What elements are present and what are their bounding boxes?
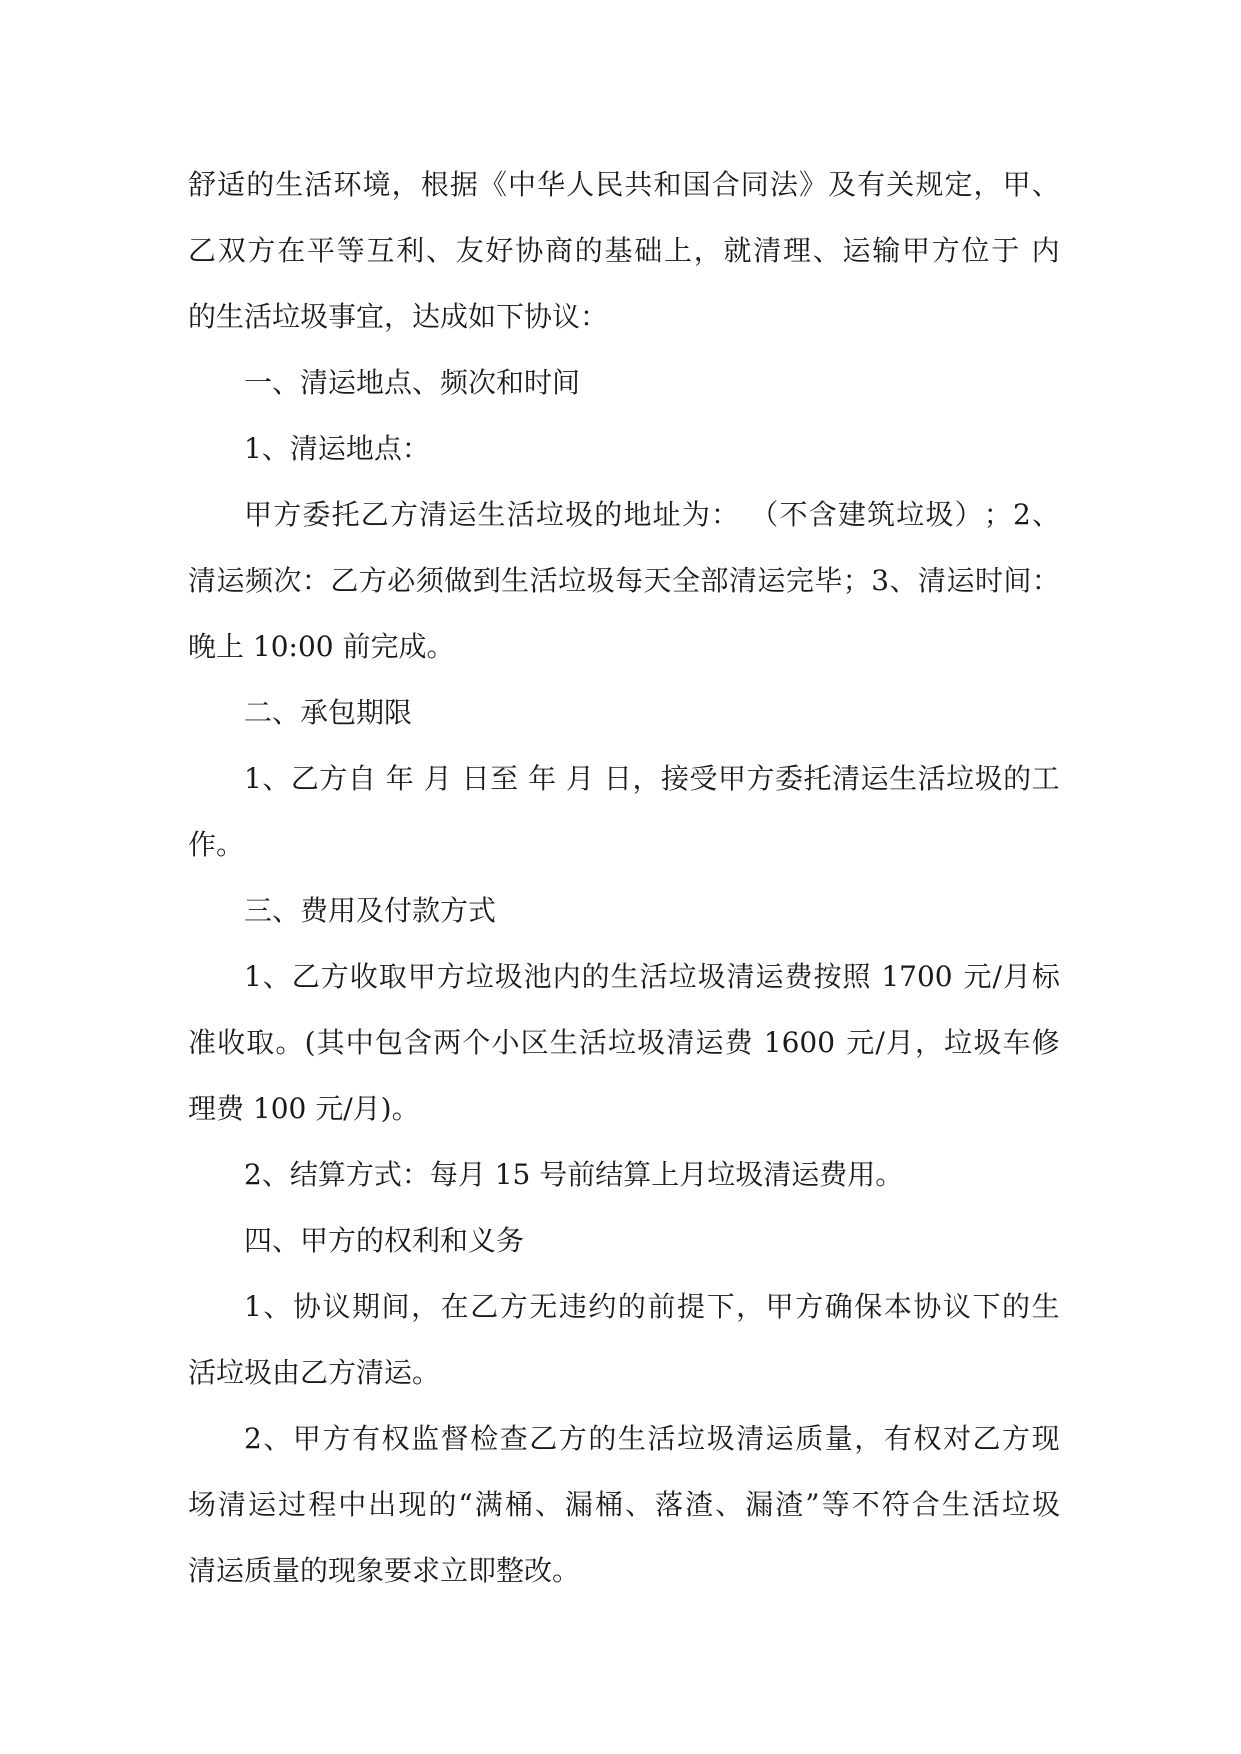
text-line: 舒 适 的 生 活 环 境 ， 根 据 《 中 华 人 民 共 和 国 合 同 法 》 及 有 关 规 定 ， 甲 、 xyxy=(188,168,1060,201)
document-body xyxy=(188,152,1060,1604)
text-line: 活垃圾由乙方清运。 xyxy=(188,1356,441,1389)
text-line: 甲 方 委 托 乙 方 清 运 生 活 垃 圾 的 地 址 为 ： （ 不 含 建 筑 垃 圾 ） ； 2 、 xyxy=(244,498,1060,531)
text-line: 三、费用及付款方式 xyxy=(244,894,497,927)
text-line: 乙 双 方 在 平 等 互 利 、 友 好 协 商 的 基 础 上 ， 就 清 理 、 运 输 甲 方 位 于 内 xyxy=(188,234,1060,267)
text-line: 的生活垃圾事宜，达成如下协议： xyxy=(188,300,609,333)
text-line: 1 、 乙 方 收 取 甲 方 垃 圾 池 内 的 生 活 垃 圾 清 运 费 按 照 1700 元 / 月 标 xyxy=(244,960,1060,993)
text-line: 1、清运地点： xyxy=(244,432,430,465)
text-line: 理费 100 元/月)。 xyxy=(188,1092,420,1125)
text-line: 一、清运地点、频次和时间 xyxy=(244,366,581,399)
text-line: 二、承包期限 xyxy=(244,696,413,729)
text-line: 1 、 乙 方 自 年 月 日 至 年 月 日 ， 接 受 甲 方 委 托 清 运 生 活 垃 圾 的 工 xyxy=(244,762,1060,795)
text-line: 清 运 频 次 ： 乙 方 必 须 做 到 生 活 垃 圾 每 天 全 部 清 运 完 毕 ； 3 、 清 运 时 间 ： xyxy=(188,564,1060,597)
text-line: 1 、 协 议 期 间 ， 在 乙 方 无 违 约 的 前 提 下 ， 甲 方 确 保 本 协 议 下 的 生 xyxy=(244,1290,1060,1323)
text-line: 晚上 10:00 前完成。 xyxy=(188,630,455,663)
text-line: 2、结算方式：每月 15 号前结算上月垃圾清运费用。 xyxy=(244,1158,904,1191)
text-line: 四、甲方的权利和义务 xyxy=(244,1224,525,1257)
text-line: 2 、 甲 方 有 权 监 督 检 查 乙 方 的 生 活 垃 圾 清 运 质 量 ， 有 权 对 乙 方 现 xyxy=(244,1422,1060,1455)
text-line: 作。 xyxy=(188,828,245,861)
text-line: 场 清 运 过 程 中 出 现 的 “ 满 桶 、 漏 桶 、 落 渣 、 漏 渣 ” 等 不 符 合 生 活 垃 圾 xyxy=(188,1488,1060,1521)
text-line: 准 收 取 。 ( 其 中 包 含 两 个 小 区 生 活 垃 圾 清 运 费 1600 元 / 月 ， 垃 圾 车 修 xyxy=(188,1026,1060,1059)
text-line: 清运质量的现象要求立即整改。 xyxy=(188,1554,581,1587)
